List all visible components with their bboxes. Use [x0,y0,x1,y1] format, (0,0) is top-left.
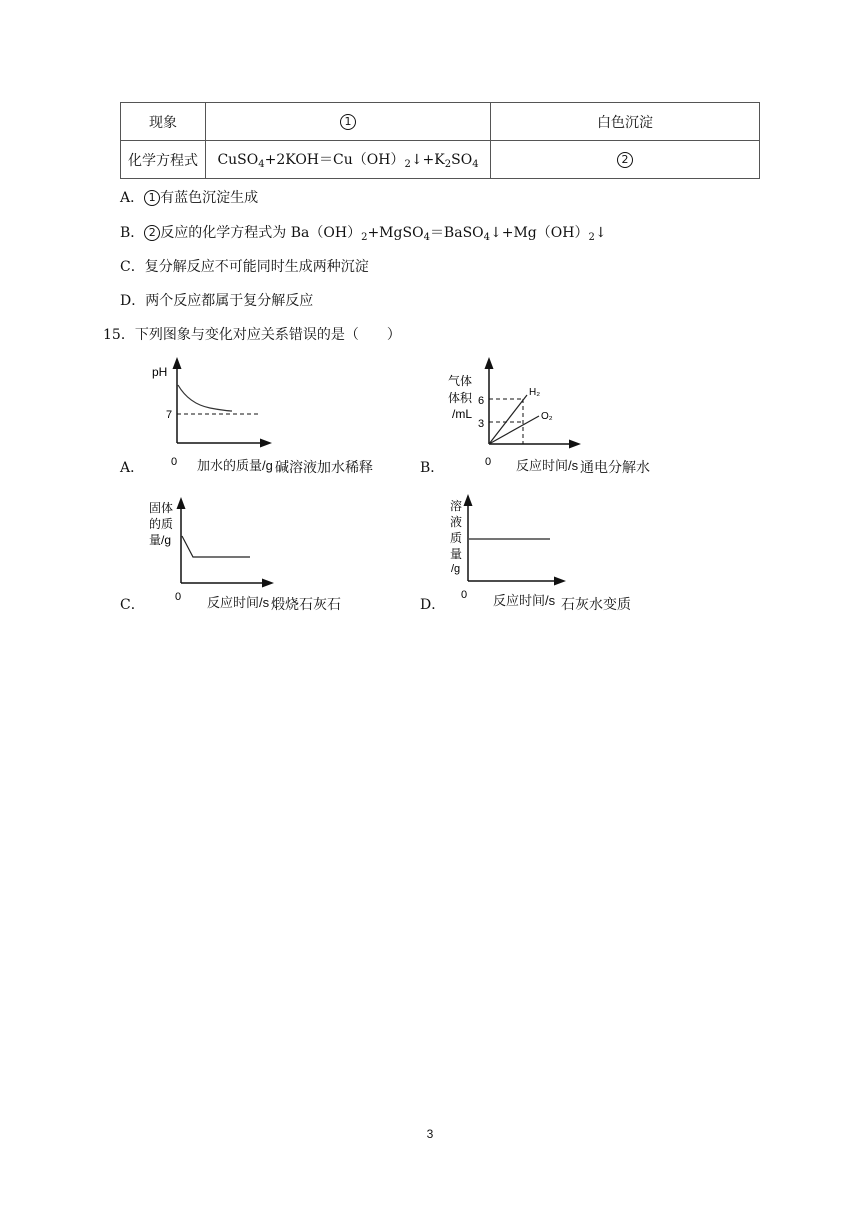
y-axis-label: 质 [450,531,463,545]
reaction-table [120,102,760,179]
subscript: 4 [423,232,430,243]
option-text: +MgSO [367,225,424,241]
option-text: 有蓝色沉淀生成 [160,190,259,206]
graph-d-letter: D． [420,597,446,613]
option-letter: A． [120,190,145,206]
option-c [120,256,369,276]
tick-label: 7 [166,409,173,421]
option-d [120,290,313,310]
subscript: 4 [483,232,491,243]
option-text: 两个反应都属于复分解反应 [145,293,314,309]
blank-1-cell [206,103,491,141]
y-axis-label: 量/g [149,533,172,547]
y-axis-label: 量 [450,547,463,561]
circled-number-1: 1 [340,114,356,130]
question-number: 15． [103,327,135,343]
series-label: O₂ [541,411,553,422]
graph-a-xlabel [197,455,273,474]
graph-d [440,492,680,612]
ph-curve [178,385,232,411]
y-axis-label: 气体 [448,374,473,388]
o2-line [489,416,539,444]
option-text: ↓ [594,225,607,241]
circled-number-2: 2 [144,225,160,241]
question-15 [103,324,401,344]
option-b [120,222,607,243]
question-text: 下列图象与变化对应关系错误的是（ ） [134,327,401,343]
option-text: ↓+Mg（OH） [490,225,589,241]
subscript: 2 [588,232,595,243]
table-row [121,141,760,179]
y-axis-label: 体积 [448,391,473,405]
origin-label: 0 [171,456,178,468]
row-label-phenomenon: 现象 [121,103,206,141]
page-number: 3 [426,1127,434,1141]
circled-number-1: 1 [144,190,160,206]
row-label-equation: 化学方程式 [121,141,206,179]
option-letter: B． [120,225,145,241]
origin-label: 0 [485,456,492,468]
graph-b-letter: B． [420,460,445,476]
h2-line [489,395,527,444]
option-letter: D． [120,293,146,309]
option-text: 复分解反应不可能同时生成两种沉淀 [144,259,369,275]
graph-a-caption: 碱溶液加水稀释 [275,460,373,476]
white-precipitate-cell: 白色沉淀 [491,103,760,141]
blank-2-cell [491,141,760,179]
y-axis-label: /g [451,563,461,575]
graph-b-xlabel: 反应时间/s [516,458,579,473]
y-axis-label: 的质 [149,517,174,531]
graph-a-letter: A． [120,460,145,476]
solid-mass-line [182,536,250,557]
option-text: 反应的化学方程式为 Ba（OH） [160,225,362,241]
y-axis-label: pH [152,365,168,379]
graph-b-caption: 通电分解水 [580,460,650,476]
y-axis-label: /mL [452,407,473,421]
series-label: H₂ [529,387,541,398]
equation-cell: $CuSO_4+2KOH=Cu(OH)_2↓+K_2SO_4$ [206,141,491,179]
graph-c-xlabel: 反应时间/s [207,595,270,610]
circled-number-2: 2 [617,152,633,168]
y-axis-label: 固体 [149,501,174,515]
graph-c-caption: 煅烧石灰石 [271,597,341,613]
tick-label: 3 [478,418,485,430]
origin-label: 0 [175,591,182,603]
origin-label: 0 [461,589,468,601]
y-axis-label: 溶 [450,499,463,513]
graph-d-caption: 石灰水变质 [561,597,631,613]
graph-d-xlabel: 反应时间/s [493,593,556,608]
graph-c-letter: C． [120,597,145,613]
table-row [121,103,760,141]
subscript: 2 [361,232,368,243]
option-letter: C． [120,259,145,275]
x-axis-label: 加水的质量/g [197,458,273,473]
tick-label: 6 [478,395,485,407]
y-axis-label: 液 [450,515,463,529]
option-text: ＝BaSO [429,225,484,241]
option-a [120,187,258,207]
